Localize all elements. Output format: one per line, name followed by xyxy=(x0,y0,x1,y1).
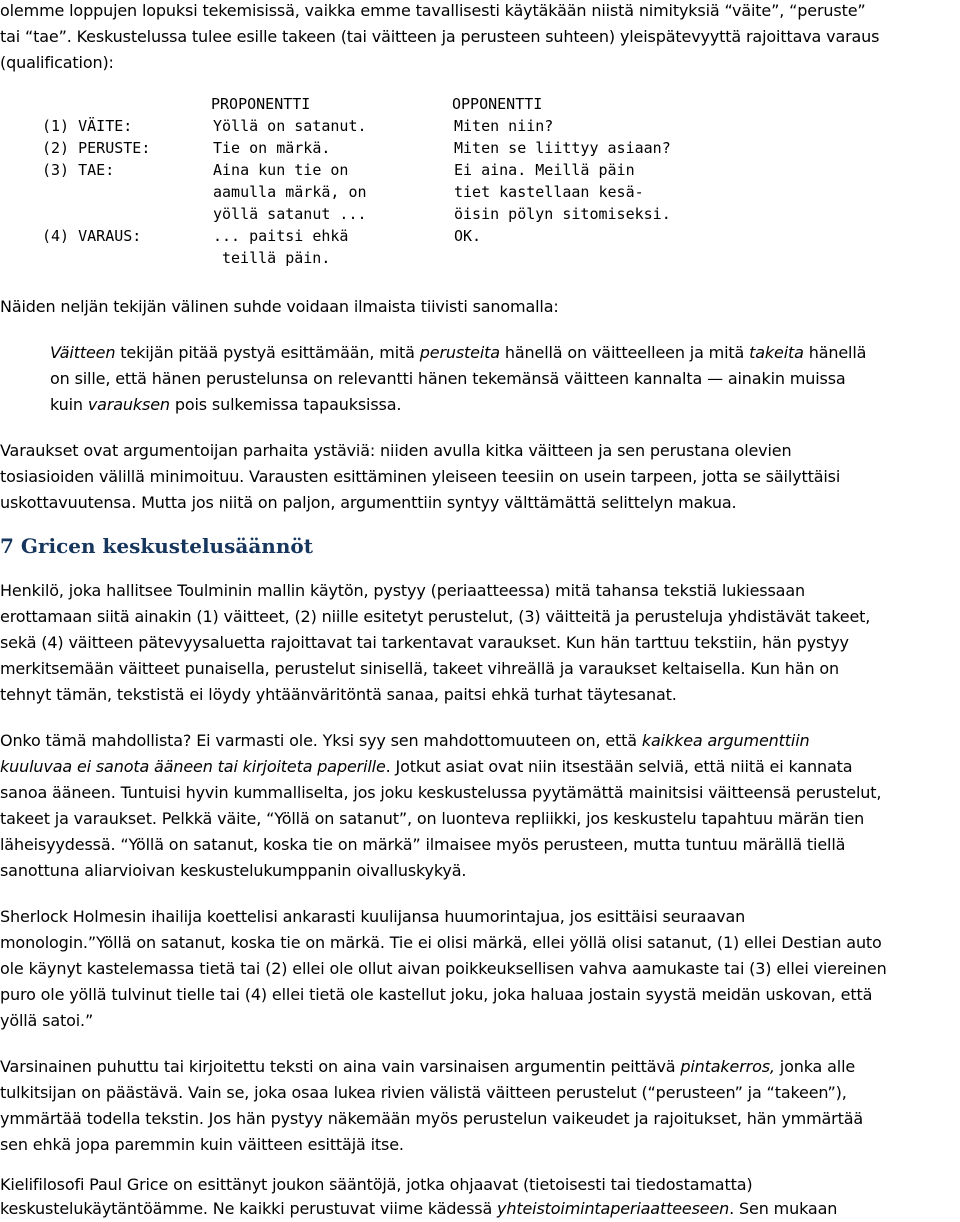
dialogue-row xyxy=(0,226,960,246)
dialogue-row xyxy=(0,204,960,224)
paragraph-text: keskustelukäytäntöämme. Ne kaikki perustuvat viime kädessä xyxy=(0,1199,498,1218)
paragraph-line: yöllä satoi.” xyxy=(0,1011,94,1030)
row-proponent: Tie on märkä. xyxy=(213,139,331,157)
row-proponent: Aina kun tie on xyxy=(213,161,349,179)
paragraph-line: sanottuna aliarvioivan keskustelukumppanin oivalluskykyä. xyxy=(0,861,467,880)
row-proponent: yöllä satanut ... xyxy=(213,205,367,223)
paragraph-line: tulkitsijan on päästävä. Vain se, joka osaa lukea rivien välistä väitteen perustelut (“perusteen” ja “takeen”), xyxy=(0,1083,847,1102)
paragraph-line: läheisyydessä. “Yöllä on satanut, koska tie on märkä” ilmaisee myös perusteen, mutta tuntuu märällä tiellä xyxy=(0,835,846,854)
dialogue-row xyxy=(0,248,960,268)
paragraph-line: ymmärtää todella tekstin. Jos hän pystyy näkemään myös perustelun vaikeudet ja rajoitukset, hän ymmärtää xyxy=(0,1109,864,1128)
dialogue-row xyxy=(0,182,960,202)
quote-text: pois sulkemissa tapauksissa. xyxy=(169,395,402,414)
quote-term: perusteita xyxy=(419,343,500,362)
dialogue-row xyxy=(0,116,960,136)
dialogue-row xyxy=(0,160,960,180)
quote-text: kuin xyxy=(50,395,88,414)
paragraph-text: Varsinainen puhuttu tai kirjoitettu teksti on aina vain varsinaisen argumentin peittävä xyxy=(0,1057,681,1076)
quote-line-2: on sille, että hänen perustelunsa on relevantti hänen tekemänsä väitteen kannalta — ainakin muissa xyxy=(50,369,846,388)
intro-line-2: tai “tae”. Keskustelussa tulee esille takeen (tai väitteen ja perusteen suhteen) yleispätevyyttä rajoittava varaus xyxy=(0,27,880,46)
quote-text: hänellä on väitteelleen ja mitä xyxy=(499,343,750,362)
dialogue-header xyxy=(0,94,960,114)
quote-term: varauksen xyxy=(87,395,170,414)
paragraph-text: . Jotkut asiat ovat niin itsestään selviä, että niitä ei kannata xyxy=(385,757,853,776)
quote-text: tekijän pitää pystyä esittämään, mitä xyxy=(115,343,420,362)
paragraph-line: Kielifilosofi Paul Grice on esittänyt joukon sääntöjä, jotka ohjaavat (tietoisesti tai tiedostamatta) xyxy=(0,1175,753,1194)
row-proponent: aamulla märkä, on xyxy=(213,183,367,201)
quote-line-3 xyxy=(50,394,401,416)
emphasis-text: kaikkea argumenttiin xyxy=(641,731,810,750)
emphasis-text: yhteistoimintaperiaatteeseen xyxy=(497,1199,730,1218)
row-label: (4) VARAUS: xyxy=(42,227,142,245)
row-proponent: ... paitsi ehkä xyxy=(213,227,349,245)
paragraph-line: Henkilö, joka hallitsee Toulminin mallin käytön, pystyy (periaatteessa) mitä tahansa tekstiä lukiessaan xyxy=(0,581,805,600)
paragraph-line xyxy=(0,730,810,752)
row-opponent: Miten niin? xyxy=(454,117,554,135)
row-proponent: Yöllä on satanut. xyxy=(213,117,367,135)
paragraph-text: Onko tämä mahdollista? Ei varmasti ole. Yksi syy sen mahdottomuuteen on, että xyxy=(0,731,642,750)
paragraph-line: sen ehkä jopa paremmin kuin väitteen esittäjä itse. xyxy=(0,1135,404,1154)
paragraph-text: . Sen mukaan xyxy=(729,1199,838,1218)
paragraph-line xyxy=(0,1198,837,1220)
paragraph-line: tehnyt tämän, tekstistä ei löydy yhtäänväritöntä sanaa, paitsi ehkä turhat täytesanat. xyxy=(0,685,677,704)
paragraph-line: merkitsemään väitteet punaisella, perustelut sinisellä, takeet vihreällä ja varaukset keltaisella. Kun hän on xyxy=(0,659,840,678)
row-opponent: öisin pölyn sitomiseksi. xyxy=(454,205,671,223)
row-opponent: Ei aina. Meillä päin xyxy=(454,161,635,179)
paragraph-line: sanoa ääneen. Tuntuisi hyvin kummalliselta, jos joku keskustelussa pyytämättä mainitsisi väitteensä perustelut, xyxy=(0,783,882,802)
paragraph-line: monologin.”Yöllä on satanut, koska tie on märkä. Tie ei olisi märkä, ellei yöllä olisi satanut, (1) ellei Destian auto xyxy=(0,933,882,952)
paragraph-line xyxy=(0,1056,855,1078)
quote-term: takeita xyxy=(749,343,804,362)
paragraph-line xyxy=(0,756,852,778)
paragraph-line: uskottavuutensa. Mutta jos niitä on paljon, argumenttiin syntyy välttämättä selittelyn makua. xyxy=(0,493,737,512)
paragraph-text: jonka alle xyxy=(774,1057,856,1076)
dialogue-row xyxy=(0,138,960,158)
paragraph-line: ole käynyt kastelemassa tietä tai (2) ellei ole ollut aivan poikkeuksellisen vahva aamukaste tai (3) ellei viereinen xyxy=(0,959,887,978)
row-label: (1) VÄITE: xyxy=(42,117,133,135)
row-label: (3) TAE: xyxy=(42,161,115,179)
row-opponent: tiet kastellaan kesä- xyxy=(454,183,644,201)
paragraph-line: erottamaan siitä ainakin (1) väitteet, (2) niille esitetyt perustelut, (3) väitteitä ja perusteluja yhdistävät takeet, xyxy=(0,607,871,626)
quote-text: hänellä xyxy=(803,343,867,362)
row-label: (2) PERUSTE: xyxy=(42,139,151,157)
quote-term: Väitteen xyxy=(50,343,116,362)
row-opponent: OK. xyxy=(454,227,482,245)
row-proponent: teillä päin. xyxy=(222,249,331,267)
header-opponent: OPPONENTTI xyxy=(452,95,543,113)
row-opponent: Miten se liittyy asiaan? xyxy=(454,139,671,157)
paragraph-line: tosiasioiden välillä minimoituu. Varausten esittäminen yleiseen teesiin on usein tarpeen, jotta se säilyttäisi xyxy=(0,467,841,486)
intro-line-1: olemme loppujen lopuksi tekemisissä, vaikka emme tavallisesti käytäkään niistä nimityksiä “väite”, “peruste” xyxy=(0,1,866,20)
paragraph-line: takeet ja varaukset. Pelkkä väite, “Yöllä on satanut”, on luonteva repliikki, jos keskustelu tapahtuu märän tien xyxy=(0,809,865,828)
paragraph-line: puro ole yöllä tulvinut tielle tai (4) ellei tietä ole kastellut joku, joka haluaa jostain syystä meidän uskovan, että xyxy=(0,985,873,1004)
intro-line-3: (qualification): xyxy=(0,53,114,72)
paragraph-line: Sherlock Holmesin ihailija koettelisi ankarasti kuulijansa huumorintajua, jos esittäisi seuraavan xyxy=(0,907,746,926)
header-proponent: PROPONENTTI xyxy=(211,95,311,113)
emphasis-text: pintakerros, xyxy=(680,1057,775,1076)
section-heading: 7 Gricen keskustelusäännöt xyxy=(0,534,313,558)
quote-line-1 xyxy=(50,342,866,364)
emphasis-text: kuuluvaa ei sanota ääneen tai kirjoiteta paperille xyxy=(0,757,386,776)
paragraph-relation: Näiden neljän tekijän välinen suhde voidaan ilmaista tiivisti sanomalla: xyxy=(0,297,559,316)
paragraph-line: Varaukset ovat argumentoijan parhaita ystäviä: niiden avulla kitka väitteen ja sen perustana olevien xyxy=(0,441,792,460)
paragraph-line: sekä (4) väitteen pätevyysaluetta rajoittavat tai tarkentavat varaukset. Kun hän tarttuu tekstiin, hän pystyy xyxy=(0,633,849,652)
